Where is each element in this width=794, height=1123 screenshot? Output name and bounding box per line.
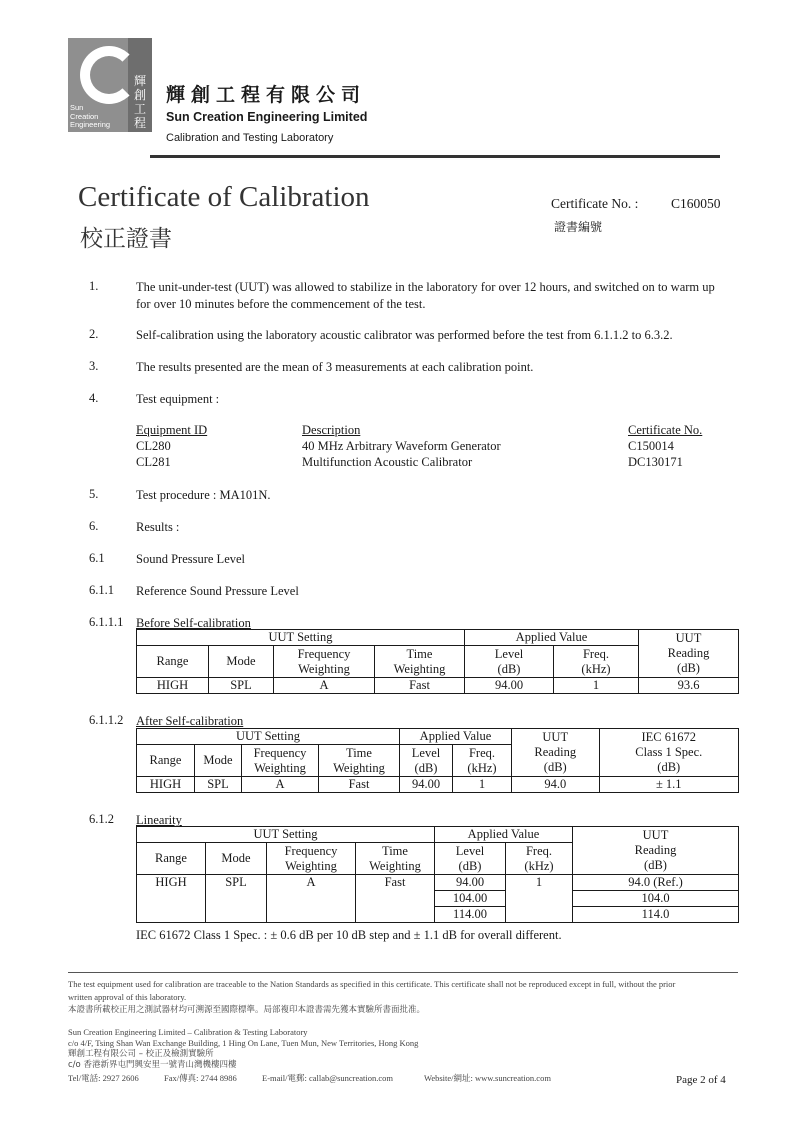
header-cell: Mode	[195, 745, 242, 777]
section-title: Reference Sound Pressure Level	[136, 584, 299, 598]
table-cell: SPL	[195, 777, 242, 793]
equipment-cell: 40 MHz Arbitrary Waveform Generator	[302, 439, 501, 453]
item-text: Results :	[136, 520, 180, 534]
item-text: Test equipment :	[136, 392, 220, 406]
header-cell: UUT Reading (dB)	[573, 827, 739, 875]
table-cell: SPL	[206, 875, 267, 923]
group-header: UUT Setting	[137, 827, 435, 843]
header-cell: Level (dB)	[465, 646, 554, 678]
table-cell: ± 1.1	[599, 777, 739, 793]
header-cell: Frequency Weighting	[242, 745, 319, 777]
header-cell: Time Weighting	[356, 843, 435, 875]
footer-tel: Tel/電話: 2927 2606	[68, 1073, 139, 1083]
header-cell: Freq. (kHz)	[554, 646, 639, 678]
item-number: 4.	[89, 391, 99, 405]
item-number: 2.	[89, 327, 99, 341]
item-number: 3.	[89, 359, 99, 373]
item-text: The results presented are the mean of 3 measurements at each calibration point.	[136, 360, 534, 374]
header-cell: Frequency Weighting	[274, 646, 375, 678]
header-cell: Range	[137, 745, 195, 777]
table-cell: 94.00	[435, 875, 506, 891]
section-number: 6.1.1.1	[89, 615, 124, 629]
logo-cjk-text: 輝 創 工 程	[133, 74, 146, 130]
table-cell: 94.00	[465, 678, 554, 694]
item-number: 6.	[89, 519, 99, 533]
page-number: Page 2 of 4	[676, 1074, 726, 1086]
table-cell: 1	[554, 678, 639, 694]
header-cell: UUT Reading (dB)	[512, 729, 600, 777]
equipment-cell: Multifunction Acoustic Calibrator	[302, 455, 473, 469]
footer-approval: written approval of this laboratory.	[68, 992, 187, 1002]
item-number: 1.	[89, 279, 99, 293]
section-number: 6.1	[89, 551, 105, 565]
equipment-cell: CL281	[136, 455, 171, 469]
company-name-en: Sun Creation Engineering Limited	[166, 110, 368, 124]
item-text: Self-calibration using the laboratory acoustic calibrator was performed before the test from 6.1.1.2 to 6.3.2.	[136, 328, 673, 342]
table-cell: SPL	[209, 678, 274, 694]
footer-email: E-mail/電郵: callab@suncreation.com	[262, 1073, 394, 1083]
table-cell: 114.0	[573, 907, 739, 923]
header-cell: Range	[137, 646, 209, 678]
header-cell: Mode	[206, 843, 267, 875]
lab-name: Calibration and Testing Laboratory	[166, 132, 334, 144]
footer-lab-name-cjk: 輝創工程有限公司 – 校正及檢測實驗所	[68, 1049, 214, 1059]
logo-en-text: Sun Creation Engineering	[70, 103, 111, 129]
item-number: 5.	[89, 487, 99, 501]
group-header: Applied Value	[465, 630, 639, 646]
table-cell: 1	[453, 777, 512, 793]
linearity-table	[136, 826, 739, 923]
table-cell: A	[274, 678, 375, 694]
group-header: Applied Value	[435, 827, 573, 843]
certificate-no-value: C160050	[671, 196, 721, 211]
after-self-cal-table	[136, 728, 739, 793]
header-cell: Level (dB)	[435, 843, 506, 875]
section-number: 6.1.1.2	[89, 713, 124, 727]
item-text: Test procedure : MA101N.	[136, 488, 271, 502]
section-number: 6.1.2	[89, 812, 114, 826]
header-cell: Time Weighting	[375, 646, 465, 678]
table-cell: 104.00	[435, 891, 506, 907]
header-cell: Level (dB)	[400, 745, 453, 777]
group-header: Applied Value	[400, 729, 512, 745]
footer-cjk-note: 本證書所載校正用之測試器材均可溯源至國際標準。局部複印本證書需先獲本實驗所書面批准。	[68, 1005, 426, 1015]
footer-address: c/o 4/F, Tsing Shan Wan Exchange Building, 1 Hing On Lane, Tuen Mun, New Territories, Hong Kong	[68, 1038, 419, 1048]
footer-traceability: The test equipment used for calibration are traceable to the Nation Standards as specified in this certificate. This certificate shall not be reproduced except in full, without the prior	[68, 979, 676, 989]
table-cell: Fast	[375, 678, 465, 694]
table-cell: HIGH	[137, 875, 206, 923]
section-title: Before Self-calibration	[136, 616, 251, 630]
table-cell: 94.0 (Ref.)	[573, 875, 739, 891]
certificate-no-label: Certificate No. :	[551, 196, 639, 211]
group-header: UUT Setting	[137, 729, 400, 745]
section-title: After Self-calibration	[136, 714, 244, 728]
section-title: Sound Pressure Level	[136, 552, 246, 566]
footer-website: Website/網址: www.suncreation.com	[424, 1073, 551, 1083]
section-title: Linearity	[136, 813, 182, 827]
before-self-cal-table	[136, 629, 739, 694]
footer-lab-name: Sun Creation Engineering Limited – Calibration & Testing Laboratory	[68, 1027, 308, 1037]
group-header: UUT Setting	[137, 630, 465, 646]
header-cell: Freq. (kHz)	[506, 843, 573, 875]
equipment-cell: CL280	[136, 439, 171, 453]
table-cell: HIGH	[137, 777, 195, 793]
header-cell: Freq. (kHz)	[453, 745, 512, 777]
linearity-note: IEC 61672 Class 1 Spec. : ± 0.6 dB per 10 dB step and ± 1.1 dB for overall different.	[136, 928, 562, 942]
table-cell: 104.0	[573, 891, 739, 907]
header-cell: Frequency Weighting	[267, 843, 356, 875]
footer-rule	[68, 972, 738, 973]
footer-address-cjk: c/o 香港新界屯門興安里一號青山灣機樓四樓	[68, 1060, 237, 1070]
footer-fax: Fax/傳真: 2744 8986	[164, 1073, 237, 1083]
equipment-cell: C150014	[628, 439, 674, 453]
certificate-title-cjk: 校正證書	[80, 226, 172, 252]
table-cell: Fast	[356, 875, 435, 923]
header-cell: Time Weighting	[319, 745, 400, 777]
table-cell: Fast	[319, 777, 400, 793]
equipment-header-description: Description	[302, 423, 361, 437]
item-text: The unit-under-test (UUT) was allowed to stabilize in the laboratory for over 12 hours, and switched on to warm up for over 10 minutes before the commencement of the test.	[136, 280, 715, 311]
table-cell: 114.00	[435, 907, 506, 923]
table-cell: A	[267, 875, 356, 923]
certificate-no-cjk: 證書編號	[554, 220, 603, 234]
equipment-header-id: Equipment ID	[136, 423, 208, 437]
header-cell: IEC 61672 Class 1 Spec. (dB)	[599, 729, 739, 777]
section-number: 6.1.1	[89, 583, 114, 597]
company-logo	[68, 38, 152, 132]
header-rule	[150, 155, 720, 158]
header-cell: UUT Reading (dB)	[639, 630, 739, 678]
company-name-cjk: 輝創工程有限公司	[166, 84, 367, 106]
certificate-title: Certificate of Calibration	[78, 181, 370, 213]
equipment-cell: DC130171	[628, 455, 683, 469]
table-cell: 94.00	[400, 777, 453, 793]
equipment-header-certificate: Certificate No.	[628, 423, 703, 437]
table-cell: A	[242, 777, 319, 793]
header-cell: Mode	[209, 646, 274, 678]
table-cell: HIGH	[137, 678, 209, 694]
header-cell: Range	[137, 843, 206, 875]
table-cell: 94.0	[512, 777, 600, 793]
table-cell: 93.6	[639, 678, 739, 694]
table-cell: 1	[506, 875, 573, 923]
